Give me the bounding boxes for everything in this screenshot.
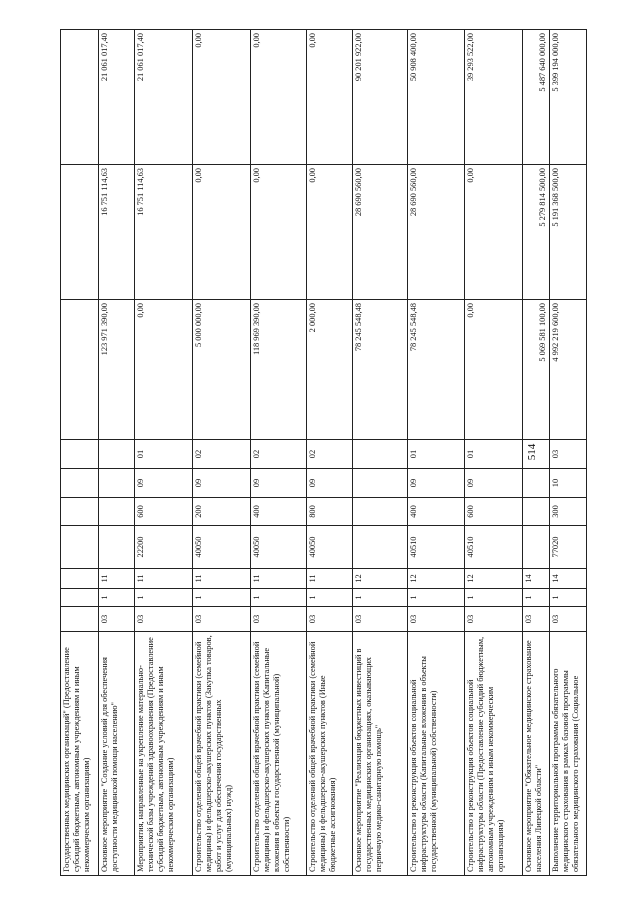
code-cell: 12 (465, 569, 523, 589)
code-cell (523, 469, 550, 498)
code-cell: 1 (251, 589, 307, 607)
code-cell: 1 (307, 589, 353, 607)
code-cell (523, 498, 550, 526)
amount-cell: 5 279 814 500,00 (523, 165, 550, 300)
code-cell: 10 (550, 469, 587, 498)
code-cell: 03 (550, 440, 587, 469)
code-cell: 40050 (307, 526, 353, 569)
code-cell: 03 (251, 607, 307, 632)
code-cell: 14 (550, 569, 587, 589)
code-cell: 03 (135, 607, 193, 632)
code-cell (99, 526, 135, 569)
amount-cell: 28 690 560,00 (408, 165, 465, 300)
code-cell: 03 (307, 607, 353, 632)
code-cell: 400 (251, 498, 307, 526)
table-row (61, 30, 99, 876)
code-cell: 22200 (135, 526, 193, 569)
row-description: Строительство и реконструкция объектов социальной инфраструктуры области (Предоставление субсидий бюджетным, автономным учреждениям и иным некоммерческим организациям) (465, 632, 523, 876)
amount-cell: 123 971 390,00 (99, 300, 135, 440)
amount-cell (61, 300, 99, 440)
amount-cell: 78 245 548,48 (353, 300, 408, 440)
amount-cell: 50 908 400,00 (408, 30, 465, 165)
budget-table (60, 29, 587, 876)
amount-cell: 78 245 548,48 (408, 300, 465, 440)
row-description: Государственных медицинских организаций" (Предоставление субсидий бюджетным, автономным учреждениям и иным некоммерческим организациям) (61, 632, 99, 876)
amount-cell: 28 690 560,00 (353, 165, 408, 300)
code-cell: 800 (307, 498, 353, 526)
amount-cell: 16 751 114,63 (99, 165, 135, 300)
budget-table-rotated (60, 30, 580, 876)
row-description: Строительство отделений общей врачебной практики (семейной медицины) и фельдшерско-акушерских пунктов (Закупка товаров, работ и услуг для обеспечения государственных (муниципальных) нужд) (193, 632, 251, 876)
code-cell: 400 (408, 498, 465, 526)
code-cell: 1 (193, 589, 251, 607)
row-description: Основное мероприятие "Обязательное медицинское страхование населения Липецкой области" (523, 632, 550, 876)
code-cell: 02 (251, 440, 307, 469)
code-cell: 03 (550, 607, 587, 632)
code-cell: 40050 (193, 526, 251, 569)
code-cell: 03 (99, 607, 135, 632)
amount-cell: 5 487 640 000,00 (523, 30, 550, 165)
code-cell (61, 498, 99, 526)
code-cell: 09 (465, 469, 523, 498)
amount-cell: 118 969 390,00 (251, 300, 307, 440)
row-description: Мероприятия, направленные на укрепление материально-технической базы учреждений здравоохранения (Предоставление субсидий бюджетным, автономным учреждениям и иным некоммерческим организациям) (135, 632, 193, 876)
code-cell: 1 (99, 589, 135, 607)
code-cell (61, 569, 99, 589)
amount-cell: 21 061 017,40 (135, 30, 193, 165)
amount-cell: 0,00 (465, 300, 523, 440)
code-cell (99, 498, 135, 526)
amount-cell: 0,00 (193, 30, 251, 165)
page-number: 514 (526, 443, 538, 461)
code-cell: 03 (353, 607, 408, 632)
code-cell: 77020 (550, 526, 587, 569)
code-cell: 09 (193, 469, 251, 498)
amount-cell: 0,00 (193, 165, 251, 300)
code-cell: 02 (193, 440, 251, 469)
budget-table-frame (60, 30, 580, 876)
code-cell: 12 (408, 569, 465, 589)
row-description: Строительство отделений общей врачебной практики (семейной медицины) и фельдшерско-акушерских пунктов (Иные бюджетные ассигнования) (307, 632, 353, 876)
amount-cell: 0,00 (251, 165, 307, 300)
code-cell (523, 526, 550, 569)
code-cell (353, 526, 408, 569)
amount-cell: 4 992 219 600,00 (550, 300, 587, 440)
code-cell (353, 469, 408, 498)
amount-cell: 5 000 000,00 (193, 300, 251, 440)
table-row (135, 30, 193, 876)
code-cell: 03 (465, 607, 523, 632)
code-cell (61, 607, 99, 632)
code-cell (61, 589, 99, 607)
table-row (193, 30, 251, 876)
code-cell: 300 (550, 498, 587, 526)
code-cell (353, 440, 408, 469)
table-row (465, 30, 523, 876)
code-cell: 1 (408, 589, 465, 607)
code-cell (61, 526, 99, 569)
code-cell: 14 (523, 569, 550, 589)
amount-cell: 5 191 368 500,00 (550, 165, 587, 300)
amount-cell: 0,00 (465, 165, 523, 300)
row-description: Основное мероприятие "Реализация бюджетных инвестиций в государственных медицинских организациях, оказывающих первичную медико-санитарную помощь" (353, 632, 408, 876)
amount-cell (61, 165, 99, 300)
table-row (353, 30, 408, 876)
code-cell (99, 469, 135, 498)
code-cell: 03 (408, 607, 465, 632)
code-cell: 11 (193, 569, 251, 589)
code-cell: 40510 (465, 526, 523, 569)
amount-cell: 5 399 194 000,00 (550, 30, 587, 165)
table-row (307, 30, 353, 876)
code-cell: 11 (307, 569, 353, 589)
amount-cell: 0,00 (307, 165, 353, 300)
code-cell: 1 (550, 589, 587, 607)
code-cell: 09 (135, 469, 193, 498)
table-row (251, 30, 307, 876)
code-cell: 200 (193, 498, 251, 526)
row-description: Основное мероприятие "Создание условий для обеспечения доступности медицинской помощи населению" (99, 632, 135, 876)
amount-cell: 90 201 922,00 (353, 30, 408, 165)
code-cell: 09 (251, 469, 307, 498)
code-cell (523, 440, 550, 469)
code-cell: 11 (99, 569, 135, 589)
amount-cell: 21 061 017,40 (99, 30, 135, 165)
amount-cell: 0,00 (135, 300, 193, 440)
code-cell: 12 (353, 569, 408, 589)
code-cell (99, 440, 135, 469)
code-cell: 09 (307, 469, 353, 498)
code-cell: 11 (251, 569, 307, 589)
amount-cell (61, 30, 99, 165)
code-cell: 01 (135, 440, 193, 469)
code-cell (61, 440, 99, 469)
table-row (99, 30, 135, 876)
code-cell: 03 (193, 607, 251, 632)
table-row (523, 30, 550, 876)
code-cell: 1 (353, 589, 408, 607)
code-cell: 03 (523, 607, 550, 632)
amount-cell: 39 293 522,00 (465, 30, 523, 165)
amount-cell: 16 751 114,63 (135, 165, 193, 300)
code-cell: 40050 (251, 526, 307, 569)
amount-cell: 0,00 (251, 30, 307, 165)
amount-cell: 0,00 (307, 30, 353, 165)
amount-cell: 2 000,00 (307, 300, 353, 440)
row-description: Строительство и реконструкция объектов социальной инфраструктуры области (Капитальные вложения в объекты государственной (муниципальной) собственности) (408, 632, 465, 876)
code-cell: 01 (408, 440, 465, 469)
code-cell: 1 (465, 589, 523, 607)
table-row (550, 30, 587, 876)
code-cell (61, 469, 99, 498)
code-cell (353, 498, 408, 526)
code-cell: 40510 (408, 526, 465, 569)
table-row (408, 30, 465, 876)
code-cell: 01 (465, 440, 523, 469)
code-cell: 02 (307, 440, 353, 469)
code-cell: 11 (135, 569, 193, 589)
code-cell: 600 (135, 498, 193, 526)
code-cell: 1 (135, 589, 193, 607)
code-cell: 600 (465, 498, 523, 526)
code-cell: 1 (523, 589, 550, 607)
code-cell: 09 (408, 469, 465, 498)
row-description: Строительство отделений общей врачебной практики (семейной медицины) и фельдшерско-акушерских пунктов (Капитальные вложения в объекты государственной (муниципальной) собственности) (251, 632, 307, 876)
row-description: Выполнение территориальной программы обязательного медицинского страхования в рамках базовой программы обязательного медицинского страхования (Социальное (550, 632, 587, 876)
amount-cell: 5 069 581 100,00 (523, 300, 550, 440)
